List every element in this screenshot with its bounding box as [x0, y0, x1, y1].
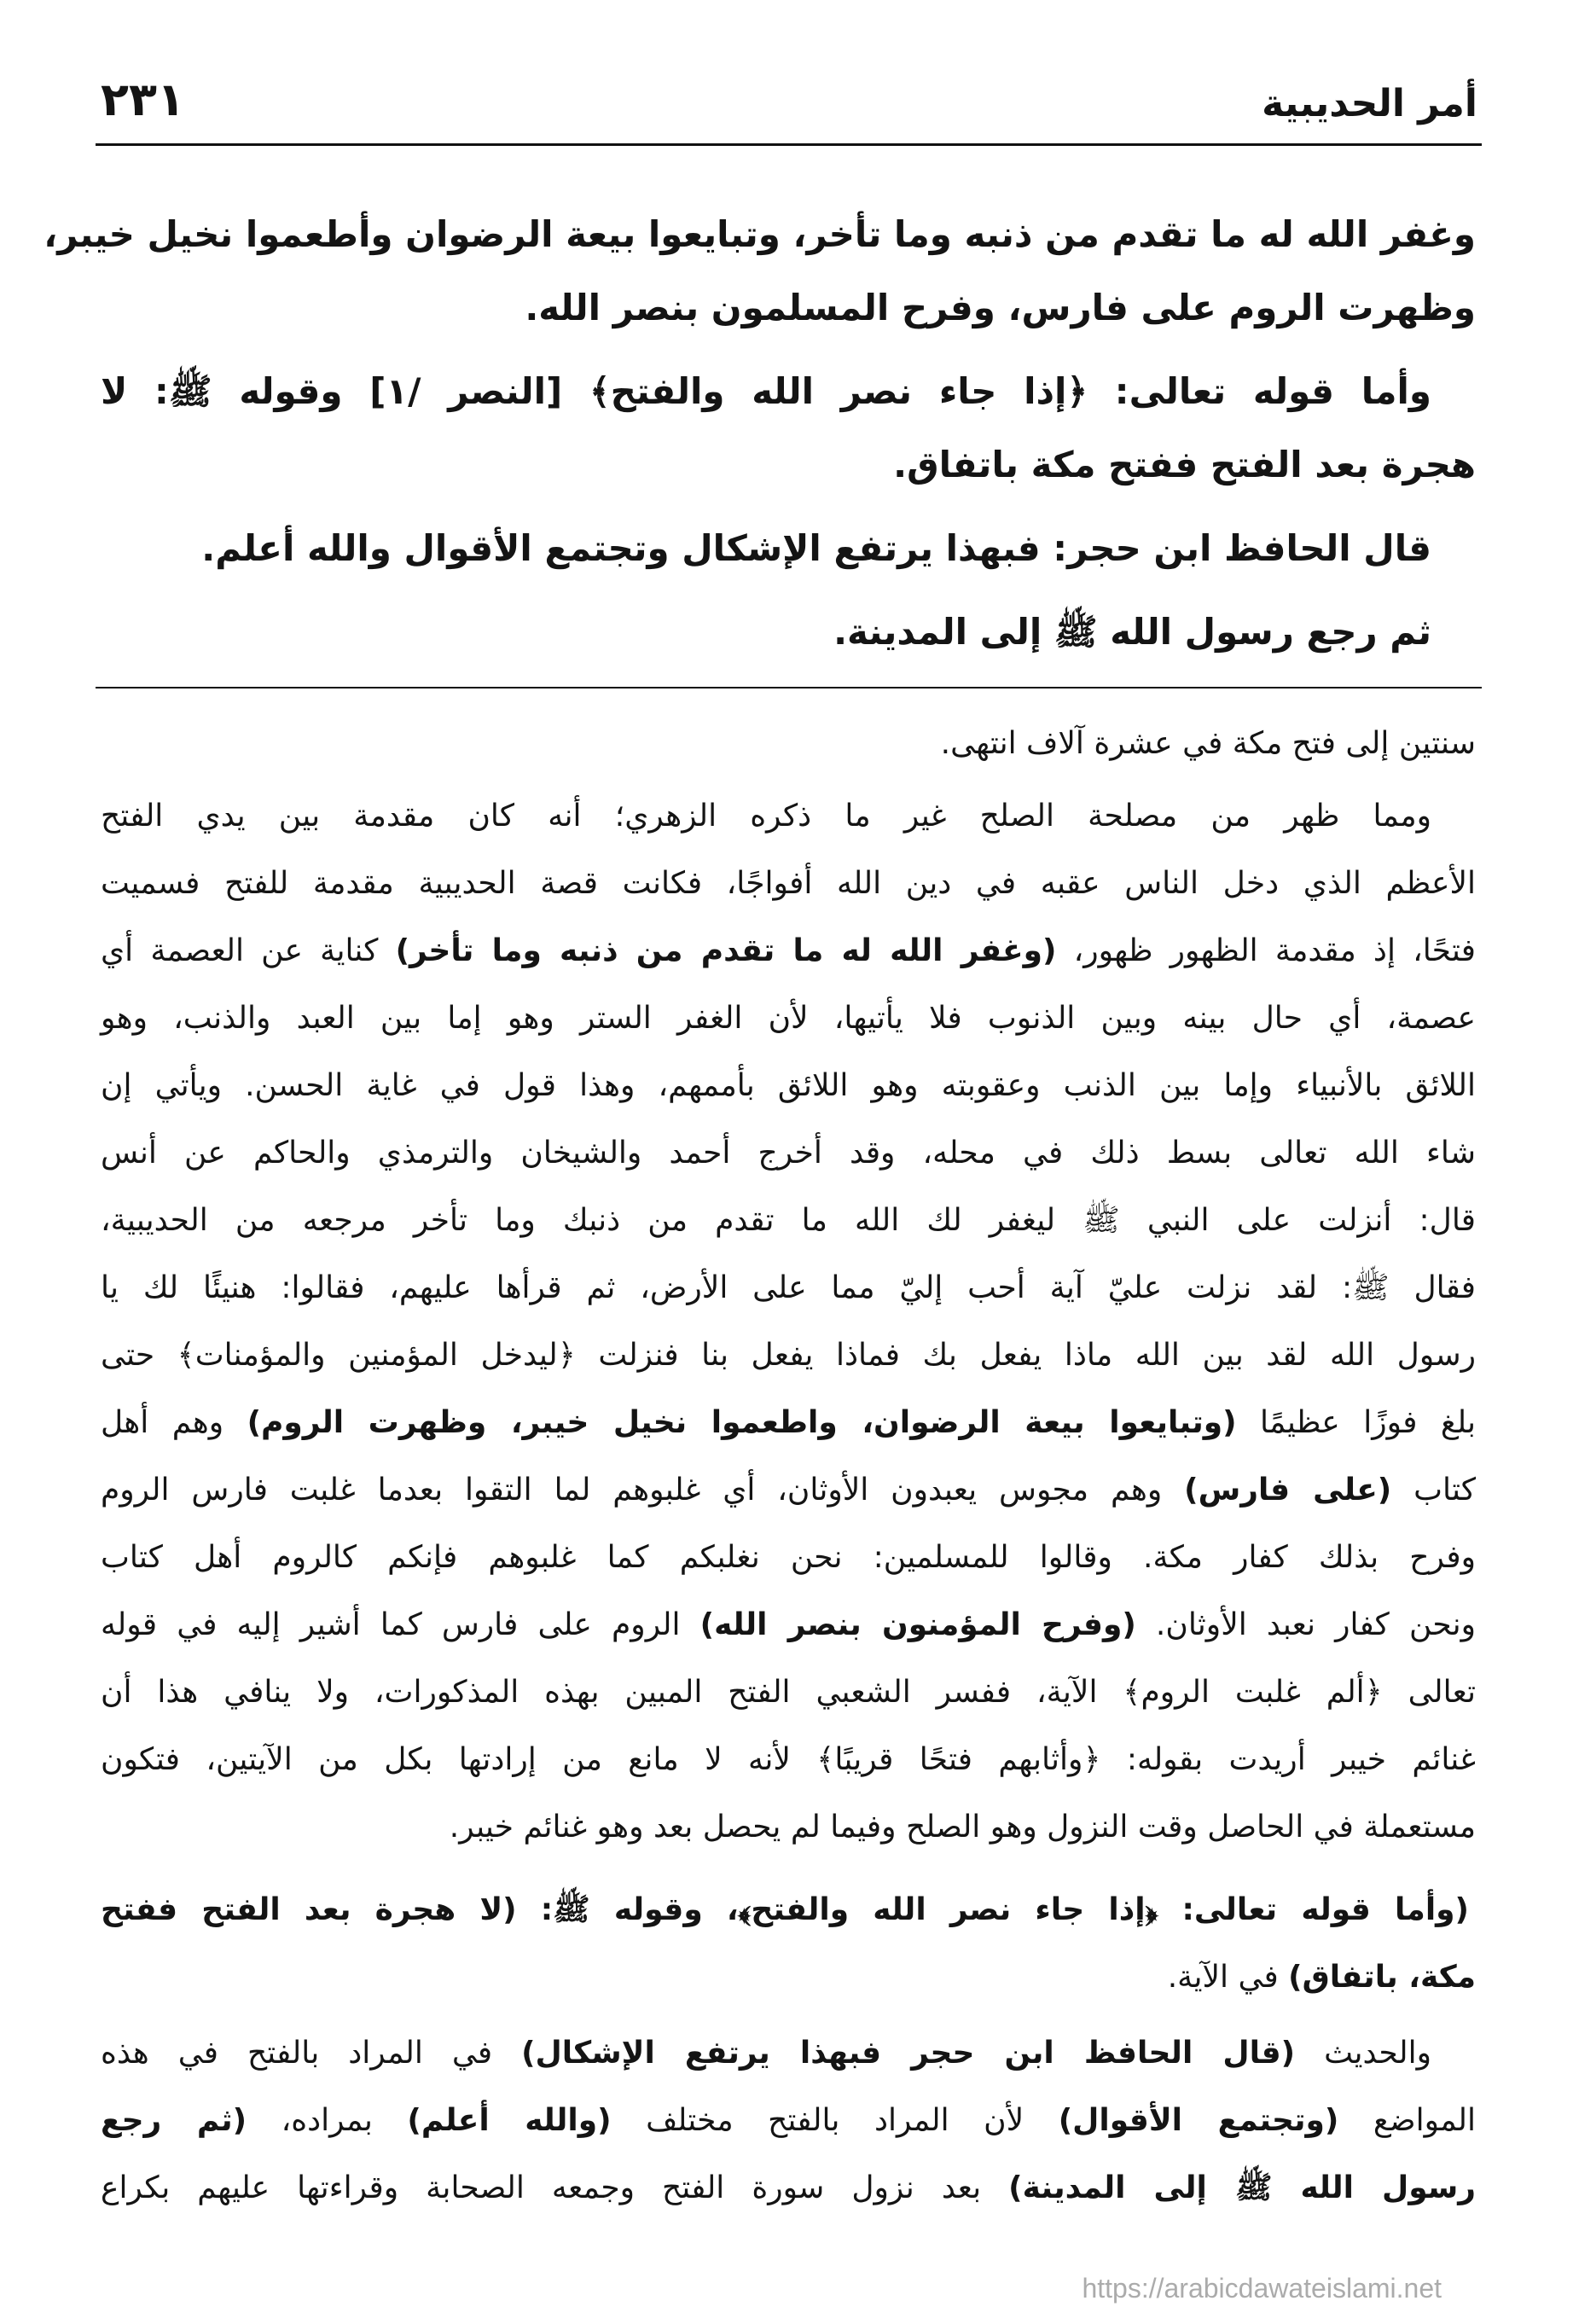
text-segment: سنتين إلى فتح مكة في عشرة آلاف انتهى.: [940, 726, 1476, 761]
commentary-line: [101, 1119, 1476, 1187]
commentary-line: [101, 1524, 1476, 1591]
commentary-paragraph: [101, 1876, 1476, 2011]
commentary-line: [101, 1389, 1476, 1456]
commentary-line: [101, 1876, 1476, 1943]
commentary-line: [101, 782, 1476, 850]
main-paragraph: [101, 512, 1476, 585]
commentary-line: [101, 850, 1476, 917]
commentary-paragraph: [101, 782, 1476, 1861]
quoted-matn-segment: (ثم رجع: [101, 2103, 247, 2138]
text-segment: رسول الله لقد بين الله ماذا يفعل بك فماذا يفعل بنا فنزلت ﴿ليدخل المؤمنين والمؤمنات﴾ حتى: [101, 1338, 1476, 1373]
text-segment: بعد نزول سورة الفتح وجمعه الصحابة وقراءتها عليهم بكراع: [101, 2170, 1009, 2205]
commentary-line: [101, 2019, 1476, 2087]
main-line: وغفر الله له ما تقدم من ذنبه وما تأخر، وتبايعوا بيعة الرضوان وأطعموا نخيل خيبر،: [44, 213, 1476, 255]
quoted-matn-segment: مكة، باتفاق): [1288, 1960, 1476, 1995]
commentary-paragraph: [101, 2019, 1476, 2222]
text-segment: وفرح بذلك كفار مكة. وقالوا للمسلمين: نحن نغلبكم كما غلبوهم فإنكم كالروم أهل كتاب: [101, 1540, 1476, 1575]
quoted-matn-segment: (وأما قوله تعالى: ﴿إذا جاء نصر الله والفتح﴾، وقوله ﷺ: (لا هجرة بعد الفتح ففتح: [101, 1892, 1469, 1927]
running-header-title: أمر الحديبية: [1262, 82, 1477, 125]
text-segment: قال: أنزلت على النبي ﷺ ليغفر لك الله ما تقدم من ذنبك وما تأخر مرجعه من الحديبية،: [101, 1203, 1476, 1238]
quoted-matn-segment: (وفرح المؤمنون بنصر الله): [699, 1607, 1136, 1642]
commentary-line: [101, 1456, 1476, 1524]
watermark-url: https://arabicdawateislami.net: [1082, 2273, 1442, 2304]
quoted-matn-segment: (وغفر الله له ما تقدم من ذنبه وما تأخر): [395, 933, 1057, 968]
text-segment: في المراد بالفتح في هذه: [101, 2036, 522, 2071]
text-segment: بلغ فوزًا عظيمًا: [1236, 1405, 1476, 1440]
text-segment: والحديث: [1295, 2036, 1431, 2071]
commentary-line: [101, 1726, 1476, 1793]
commentary-line: [101, 1322, 1476, 1389]
text-segment: فقال ﷺ: لقد نزلت عليّ آية أحب إليّ مما على الأرض، ثم قرأها عليهم، فقالوا: هنيئًا لك يا: [101, 1270, 1476, 1305]
quoted-matn-segment: (قال الحافظ ابن حجر فبهذا يرتفع الإشكال): [521, 2036, 1296, 2071]
text-segment: وهم مجوس يعبدون الأوثان، أي غلبوهم لما التقوا بعدما غلبت فارس الروم: [101, 1473, 1185, 1508]
header-divider: [96, 143, 1482, 146]
text-segment: اللائق بالأنبياء وإما بين الذنب وعقوبته وهو اللائق بأممهم، وهذا قول في غاية الحسن. ويأتي إن: [101, 1068, 1476, 1103]
quoted-matn-segment: (على فارس): [1184, 1473, 1392, 1508]
text-segment: في الآية.: [1167, 1960, 1289, 1995]
text-segment: غنائم خيبر أريدت بقوله: ﴿وأثابهم فتحًا قريبًا﴾ لأنه لا مانع من إرادتها بكل من الآيتين، فتكون: [101, 1742, 1476, 1777]
commentary-line: [101, 985, 1476, 1052]
commentary-paragraph: [101, 710, 1476, 777]
text-segment: ومما ظهر من مصلحة الصلح غير ما ذكره الزهري؛ أنه كان مقدمة بين يدي الفتح: [101, 799, 1431, 834]
commentary-line: [101, 710, 1476, 777]
main-line: ثم رجع رسول الله ﷺ إلى المدينة.: [833, 611, 1431, 653]
main-paragraph: [44, 198, 1476, 345]
commentary-line: [101, 1254, 1476, 1322]
main-paragraph: [101, 355, 1476, 502]
text-segment: وهم أهل: [101, 1405, 247, 1440]
main-line: قال الحافظ ابن حجر: فبهذا يرتفع الإشكال وتجتمع الأقوال والله أعلم.: [201, 527, 1431, 569]
text-segment: ونحن كفار نعبد الأوثان.: [1135, 1607, 1476, 1642]
commentary-line: [101, 917, 1476, 985]
text-segment: كتاب: [1391, 1473, 1477, 1508]
text-segment: مستعملة في الحاصل وقت النزول وهو الصلح وفيما لم يحصل بعد وهو غنائم خيبر.: [449, 1810, 1476, 1845]
text-segment: فتحًا، إذ مقدمة الظهور ظهور،: [1056, 933, 1476, 968]
quoted-matn-segment: (وتبايعوا بيعة الرضوان، واطعموا نخيل خيبر، وظهرت الروم): [247, 1405, 1237, 1440]
main-line: وظهرت الروم على فارس، وفرح المسلمون بنصر الله.: [525, 287, 1476, 328]
commentary-line: [101, 1187, 1476, 1254]
text-segment: شاء الله تعالى بسط ذلك في محله، وقد أخرج أحمد والشيخان والترمذي والحاكم عن أنس: [101, 1136, 1476, 1171]
page-number: ٢٣١: [101, 73, 185, 126]
main-line: وأما قوله تعالى: ﴿إذا جاء نصر الله والفتح﴾ [النصر /١] وقوله ﷺ: لا: [101, 370, 1431, 412]
text-segment: عصمة، أي حال بينه وبين الذنوب فلا يأتيها، لأن الغفر الستر وهو إما بين العبد والذنب، وهو: [101, 1001, 1476, 1036]
text-segment: لأن المراد بالفتح مختلف: [611, 2103, 1059, 2138]
commentary-line: [101, 1943, 1476, 2011]
commentary-text: [101, 710, 1476, 2222]
text-segment: تعالى ﴿ألم غلبت الروم﴾ الآية، ففسر الشعبي الفتح المبين بهذه المذكورات، ولا ينافي هذا أن: [101, 1675, 1476, 1710]
commentary-line: [101, 2087, 1476, 2154]
text-segment: بمراده،: [247, 2103, 408, 2138]
main-line: هجرة بعد الفتح ففتح مكة باتفاق.: [893, 444, 1476, 485]
main-paragraph: [101, 596, 1476, 669]
main-text: [44, 198, 1476, 669]
quoted-matn-segment: (والله أعلم): [407, 2103, 612, 2138]
quoted-matn-segment: (وتجتمع الأقوال): [1058, 2103, 1339, 2138]
text-segment: الروم على فارس كما أشير إليه في قوله: [101, 1607, 700, 1642]
commentary-line: [101, 1659, 1476, 1726]
commentary-divider: [96, 687, 1482, 688]
text-segment: كناية عن العصمة أي: [101, 933, 396, 968]
commentary-line: [101, 1052, 1476, 1119]
commentary-line: [101, 1793, 1476, 1861]
commentary-line: [101, 2154, 1476, 2222]
commentary-line: [101, 1591, 1476, 1659]
text-segment: الأعظم الذي دخل الناس عقبه في دين الله أفواجًا، فكانت قصة الحديبية مقدمة للفتح فسميت: [101, 866, 1476, 901]
text-segment: المواضع: [1338, 2103, 1476, 2138]
quoted-matn-segment: رسول الله ﷺ إلى المدينة): [1008, 2170, 1476, 2205]
